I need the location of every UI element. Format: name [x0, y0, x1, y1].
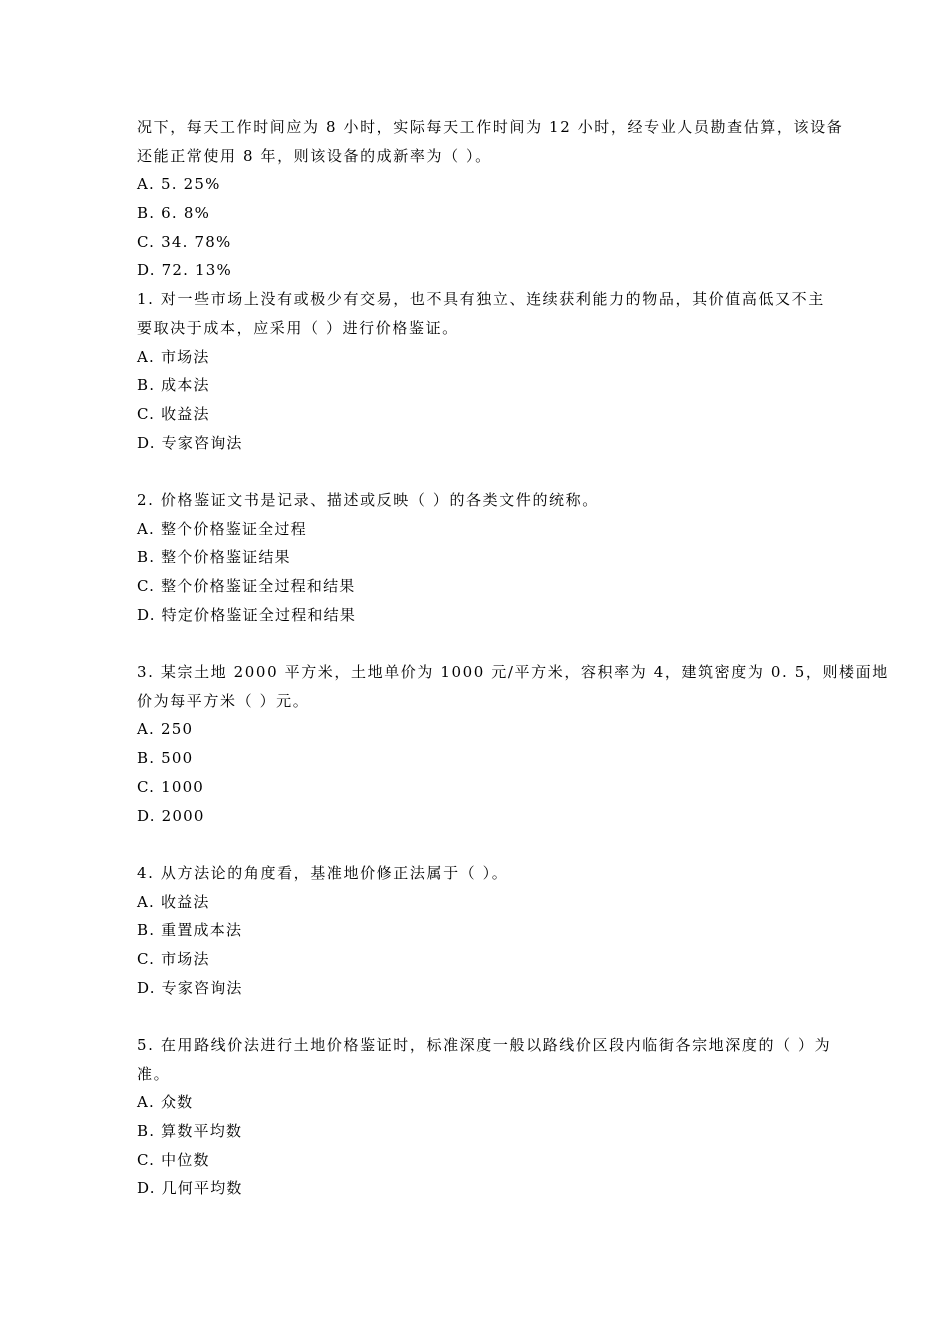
option-b: B. 500 — [137, 749, 194, 768]
blank-line — [137, 830, 837, 859]
question-stem-line: 3. 某宗土地 2000 平方米，土地单价为 1000 元/平方米，容积率为 4，建筑密度为 0. 5，则楼面地 — [137, 663, 889, 682]
question-stem-line: 准。 — [137, 1064, 171, 1083]
option-b: B. 重置成本法 — [137, 921, 243, 940]
option-c: C. 34. 78% — [137, 232, 232, 251]
option-d: D. 72. 13% — [137, 261, 232, 280]
question-3 — [137, 658, 889, 830]
question-stem-line: 5. 在用路线价法进行土地价格鉴证时，标准深度一般以路线价区段内临街各宗地深度的（ ）为 — [137, 1036, 832, 1054]
option-d: D. 2000 — [137, 806, 205, 825]
blank-line — [137, 1002, 837, 1031]
question-stem-line: 2. 价格鉴证文书是记录、描述或反映（ ）的各类文件的统称。 — [137, 490, 599, 509]
option-a: A. 众数 — [137, 1093, 194, 1112]
option-a: A. 250 — [137, 720, 194, 739]
option-c: C. 收益法 — [137, 404, 210, 423]
blank-line — [137, 457, 837, 486]
option-b: B. 成本法 — [137, 376, 210, 395]
question-stem-line: 还能正常使用 8 年，则该设备的成新率为（ ）。 — [137, 146, 492, 165]
question-stem-line: 况下，每天工作时间应为 8 小时，实际每天工作时间为 12 小时，经专业人员勘查估算，该设备 — [137, 118, 844, 136]
question-5 — [137, 1031, 837, 1203]
question-2 — [137, 486, 837, 629]
option-a: A. 市场法 — [137, 347, 210, 366]
option-d: D. 专家咨询法 — [137, 978, 243, 997]
option-b: B. 6. 8% — [137, 204, 211, 223]
question-stem-line: 1. 对一些市场上没有或极少有交易，也不具有独立、连续获利能力的物品，其价值高低又不主 — [137, 290, 825, 309]
option-b: B. 算数平均数 — [137, 1122, 243, 1141]
intro-question — [137, 113, 844, 285]
question-4 — [137, 859, 837, 1002]
option-a: A. 收益法 — [137, 892, 210, 911]
blank-line — [137, 629, 837, 658]
option-d: D. 几何平均数 — [137, 1179, 243, 1198]
question-1 — [137, 285, 837, 457]
option-d: D. 特定价格鉴证全过程和结果 — [137, 605, 357, 624]
question-stem-line: 价为每平方米（ ）元。 — [137, 691, 310, 710]
question-stem-line: 4. 从方法论的角度看，基准地价修正法属于（ ）。 — [137, 863, 509, 882]
option-c: C. 市场法 — [137, 949, 210, 968]
option-d: D. 专家咨询法 — [137, 433, 243, 452]
option-c: C. 整个价格鉴证全过程和结果 — [137, 577, 356, 595]
option-a: A. 5. 25% — [137, 175, 221, 194]
option-c: C. 1000 — [137, 777, 205, 796]
option-a: A. 整个价格鉴证全过程 — [137, 519, 307, 538]
document-page — [137, 113, 889, 1203]
option-b: B. 整个价格鉴证结果 — [137, 548, 291, 567]
question-stem-line: 要取决于成本，应采用（ ）进行价格鉴证。 — [137, 318, 459, 337]
option-c: C. 中位数 — [137, 1150, 210, 1169]
